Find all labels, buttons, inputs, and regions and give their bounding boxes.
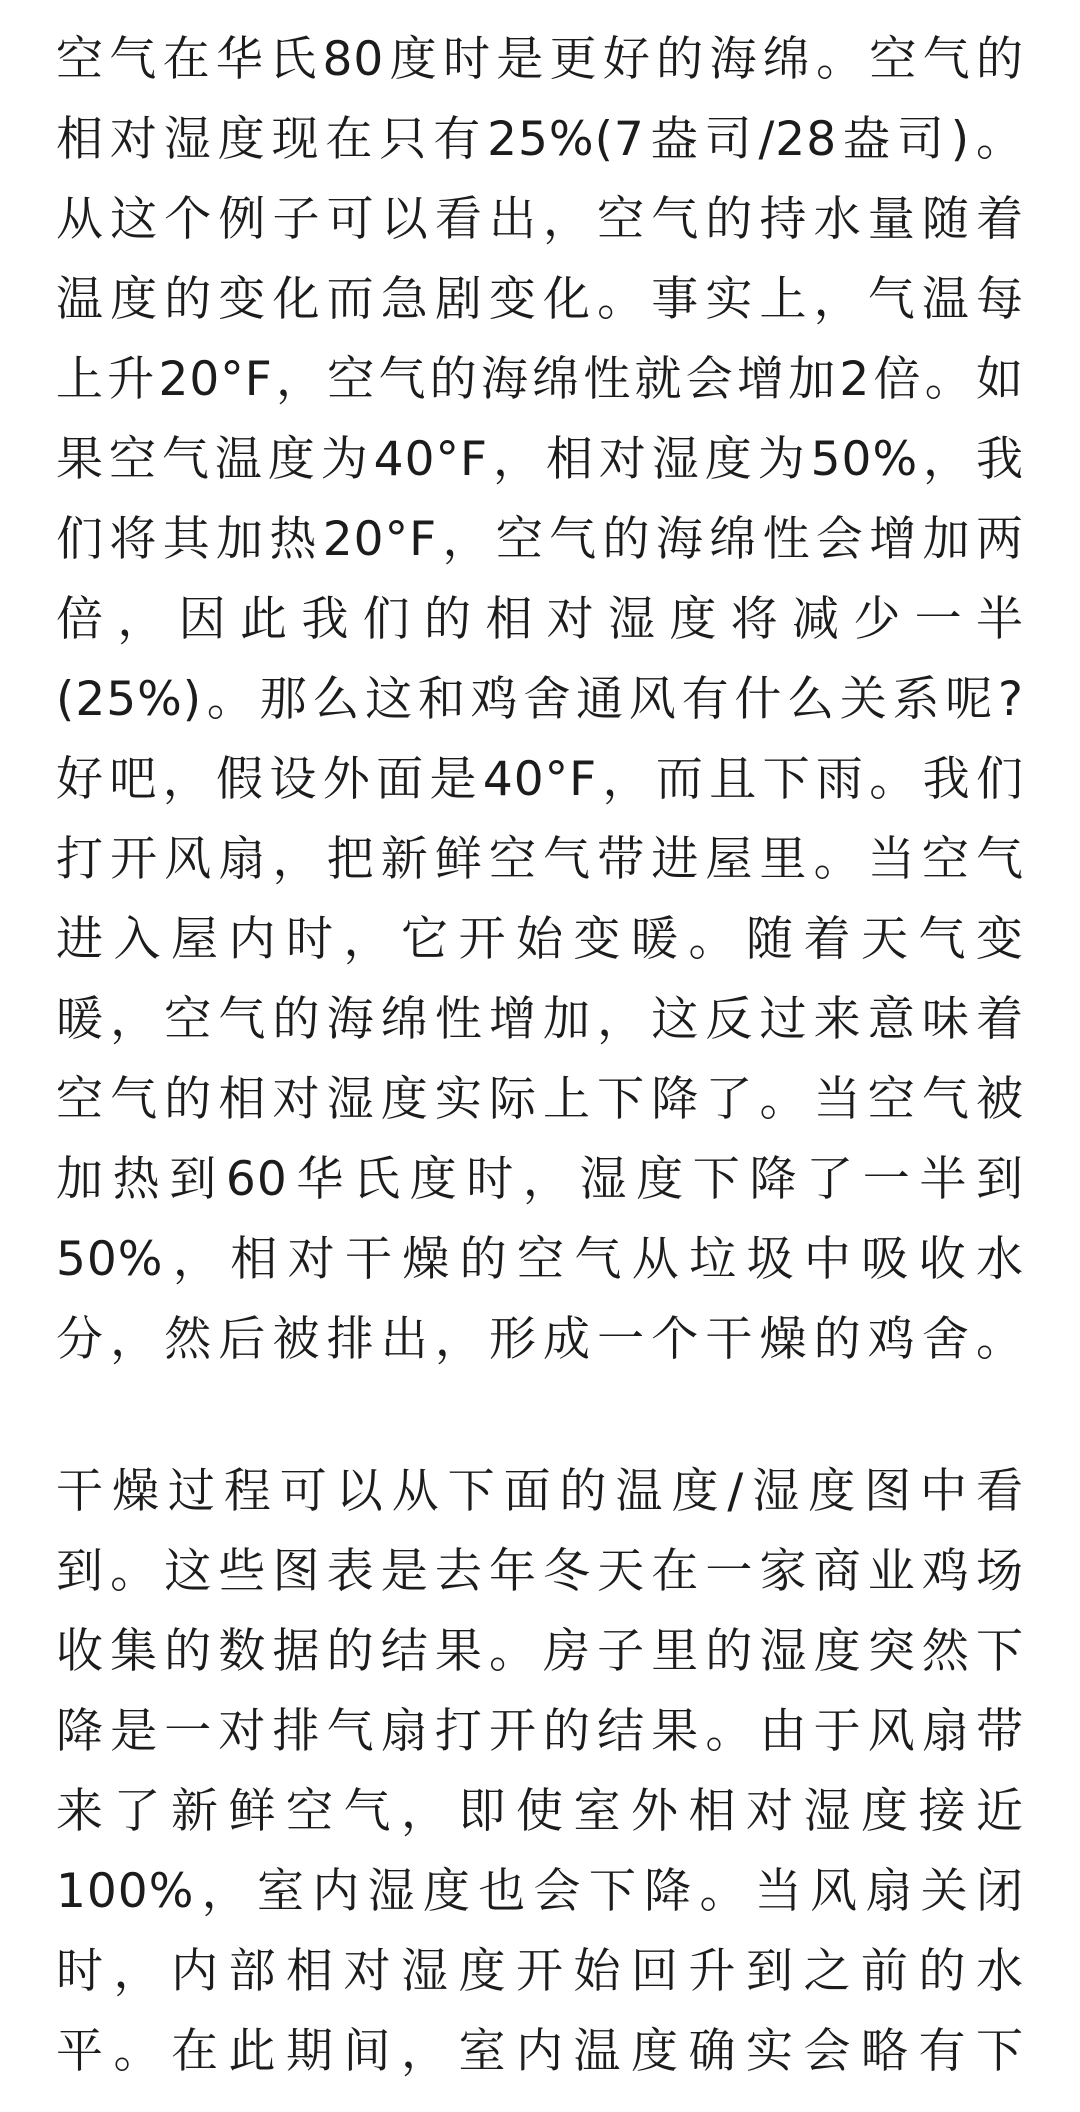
text-line: 到。这些图表是去年冬天在一家商业鸡场 <box>56 1544 1024 1599</box>
text-line: 平。在此期间，室内温度确实会略有下 <box>56 2024 1024 2079</box>
text-line: 打开风扇，把新鲜空气带进屋里。当空气 <box>56 832 1024 887</box>
paragraph-drying-process <box>56 1452 1024 2092</box>
text-line: 从这个例子可以看出，空气的持水量随着 <box>56 192 1024 247</box>
text-line: 空气的相对湿度实际上下降了。当空气被 <box>56 1072 1024 1127</box>
text-line: 上升20°F，空气的海绵性就会增加2倍。如 <box>56 352 1024 407</box>
text-line: 们将其加热20°F，空气的海绵性会增加两 <box>56 512 1024 567</box>
text-line: 好吧，假设外面是40°F，而且下雨。我们 <box>56 752 1024 807</box>
text-line: 100%，室内湿度也会下降。当风扇关闭 <box>56 1864 1024 1919</box>
text-line: 温度的变化而急剧变化。事实上，气温每 <box>56 272 1024 327</box>
text-line: 进入屋内时，它开始变暖。随着天气变 <box>56 912 1024 967</box>
text-line: 干燥过程可以从下面的温度/湿度图中看 <box>56 1464 1024 1519</box>
text-line: 降是一对排气扇打开的结果。由于风扇带 <box>56 1704 1024 1759</box>
text-line: 相对湿度现在只有25%(7盎司/28盎司)。 <box>56 112 1024 167</box>
text-line: 时，内部相对湿度开始回升到之前的水 <box>56 1944 1024 1999</box>
text-line: 暖，空气的海绵性增加，这反过来意味着 <box>56 992 1024 1047</box>
text-line: 分，然后被排出，形成一个干燥的鸡舍。 <box>56 1312 1024 1367</box>
text-line: 收集的数据的结果。房子里的湿度突然下 <box>56 1624 1024 1679</box>
text-line: 来了新鲜空气，即使室外相对湿度接近 <box>56 1784 1024 1839</box>
text-line: (25%)。那么这和鸡舍通风有什么关系呢? <box>56 672 1024 727</box>
text-line: 空气在华氏80度时是更好的海绵。空气的 <box>56 32 1024 87</box>
text-line: 50%，相对干燥的空气从垃圾中吸收水 <box>56 1232 1024 1287</box>
text-line: 倍，因此我们的相对湿度将减少一半 <box>56 592 1024 647</box>
text-line: 加热到60华氏度时，湿度下降了一半到 <box>56 1152 1024 1207</box>
paragraph-humidity-explanation <box>56 20 1024 1380</box>
text-line: 果空气温度为40°F，相对湿度为50%，我 <box>56 432 1024 487</box>
